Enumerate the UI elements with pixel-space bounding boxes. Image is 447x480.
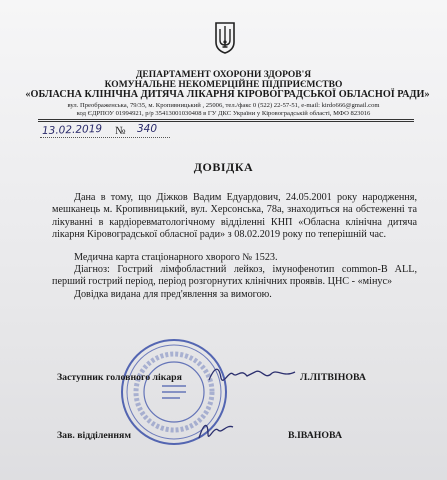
hospital-address: вул. Преображенська, 79/35, м. Кропивницький , 25006, тел./факс 0 (522) 22-57-51, e-mail: kirdo666@gmail.com [67, 102, 380, 109]
head-signature-icon [196, 418, 236, 444]
body-paragraph-purpose: Довідка видана для пред'явлення за вимогою. [74, 288, 272, 300]
hospital-bank-details: код ЄДРПОУ 01994921, р/р 35413001030408 в ГУ ДКС України у Кіровоградській області, МФО 823016 [76, 110, 371, 117]
hospital-name: «ОБЛАСНА КЛІНІЧНА ДИТЯЧА ЛІКАРНЯ КІРОВОГРАДСЬКОЇ ОБЛАСНОЇ РАДИ» [25, 89, 430, 100]
number-label: № [115, 125, 126, 137]
enterprise-type: КОМУНАЛЬНЕ НЕКОМЕРЦІЙНЕ ПІДПРИЄМСТВО [104, 80, 343, 90]
document-number: 340 [137, 123, 158, 135]
deputy-signature-icon [205, 360, 300, 388]
head-of-department-name: В.ІВАНОВА [288, 430, 343, 441]
header-rule-bottom [38, 121, 414, 122]
document-reference [40, 124, 170, 138]
department-name: ДЕПАРТАМЕНТ ОХОРОНИ ЗДОРОВ'Я [135, 70, 312, 80]
document-title: ДОВІДКА [193, 160, 254, 174]
header-rule-top [38, 119, 414, 120]
head-of-department-label: Зав. відділенням [57, 430, 132, 441]
body-paragraph-patient: Дана в тому, що Діжков Вадим Едуардович, 24.05.2001 року народження, мешканець м. Кропивницький, вул. Херсонська, 78а, знаходиться на обстеженні та лікуванні в кардіоревматологічному відділенні КНП «Обласна клінічна дитяча лікарня Кіровоградської обласної ради» з 08.02.2019 року по теперішній час. [52, 192, 417, 241]
body-paragraph-diagnosis: Діагноз: Гострий лімфобластний лейкоз, імунофенотип common-B ALL, перший гострий період, період розгорнутих клінічних проявів. ЦНС - «мінус» [52, 264, 417, 288]
reference-underline [40, 137, 170, 138]
deputy-chief-label: Заступник головного лікаря [57, 372, 182, 383]
deputy-chief-name: Л.ЛІТВІНОВА [300, 372, 366, 383]
body-paragraph-medical-card: Медична карта стаціонарного хворого № 1523. [74, 251, 278, 263]
certificate-body [52, 192, 417, 301]
trident-emblem-icon [214, 20, 236, 54]
document-date: 13.02.2019 [41, 122, 103, 138]
